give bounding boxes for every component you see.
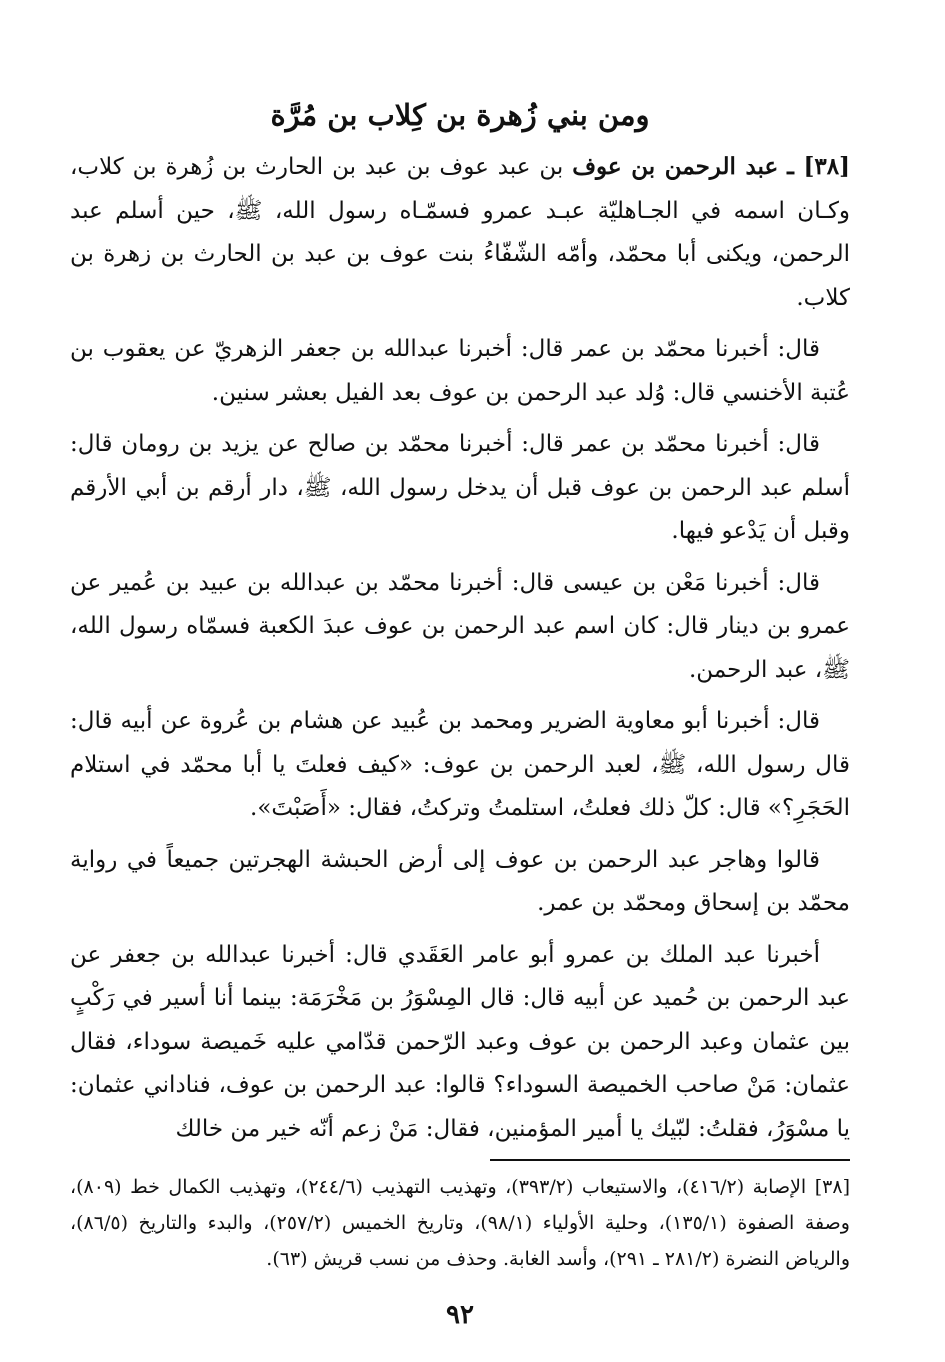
- entry-number: [٣٨] ـ: [787, 153, 850, 180]
- footnote-references: [٣٨] الإصابة (٤١٦/٢)، والاستيعاب (٣٩٣/٢)، وتهذيب التهذيب (٢٤٤/٦)، وتهذيب الكمال خط (٨٠٩)، وصفة الصفوة (١٣٥/١)، وحلية الأولياء (٩٨/١)، وتاريخ الخميس (٢٥٧/٢)، والبدء والتاريخ (٨٦/٥)، والرياض النضرة (٢٨١/٢ ـ ٢٩١)، وأسد الغابة. وحذف من نسب قريش (٦٣).: [70, 1176, 850, 1270]
- main-text: [70, 145, 850, 1151]
- page-number: ٩٢: [446, 1300, 474, 1330]
- entry-name: عبد الرحمن بن عوف: [572, 153, 779, 180]
- paragraph-name-change: قال: أخبرنا مَعْن بن عيسى قال: أخبرنا محمّد بن عبدالله بن عبيد بن عُمير عن عمرو بن دينار قال: كان اسم عبد الرحمن بن عوف عبدَ الكعبة فسمّاه رسول الله، ﷺ، عبد الرحمن.: [70, 569, 850, 683]
- paragraph-uthman: أخبرنا عبد الملك بن عمرو أبو عامر العَقَدي قال: أخبرنا عبدالله بن جعفر عن عبد الرحمن بن حُميد عن أبيه قال: قال المِسْوَرُ بن مَخْرَمَة: بينما أنا أسير في رَكْبٍ بين عثمان وعبد الرحمن بن عوف وعبد الرّحمن قدّامي عليه خَميصة سوداء، فقال عثمان: مَنْ صاحب الخميصة السوداء؟ قالوا: عبد الرحمن بن عوف، فناداني عثمان: يا مسْوَرُ، فقلتُ: لبّيك يا أمير المؤمنين، فقال: مَنْ زعم أنّه خير من خالك: [70, 941, 850, 1142]
- paragraph-hijra: قالوا وهاجر عبد الرحمن بن عوف إلى أرض الحبشة الهجرتين جميعاً في رواية محمّد بن إسحاق ومحمّد بن عمر.: [70, 846, 850, 916]
- footnote-divider: [490, 1159, 850, 1161]
- paragraph-black-stone: قال: أخبرنا أبو معاوية الضرير ومحمد بن عُبيد عن هشام بن عُروة عن أبيه قال: قال رسول الله، ﷺ، لعبد الرحمن بن عوف: «كيف فعلتَ يا أبا محمّد في استلام الحَجَرِ؟» قال: كلّ ذلك فعلتُ، استلمتُ وتركتُ، فقال: «أَصَبْتَ».: [70, 708, 850, 821]
- paragraph-conversion: قال: أخبرنا محمّد بن عمر قال: أخبرنا محمّد بن صالح عن يزيد بن رومان قال: أسلم عبد الرحمن بن عوف قبل أن يدخل رسول الله، ﷺ، دار أرقم بن أبي الأرقم وقبل أن يَدْعو فيها.: [70, 431, 850, 544]
- section-heading: ومن بني زُهرة بن كِلاب بن مُرَّة: [270, 98, 650, 132]
- entry-intro: بن عبد عوف بن عبد بن الحارث بن زُهرة بن كلاب، وكـان اسمه في الجـاهليّة عبـد عمرو فسمّـاه رسول الله، ﷺ، حين أسلم عبد الرحمن، ويكنى أبا محمّد، وأمّه الشّفّاءُ بنت عوف بن عبد بن الحارث بن زهرة بن كلاب.: [70, 154, 850, 311]
- entry-paragraph: [70, 145, 850, 320]
- paragraph-birth: قال: أخبرنا محمّد بن عمر قال: أخبرنا عبدالله بن جعفر الزهريّ عن يعقوب بن عُتبة الأخنسي قال: وُلد عبد الرحمن بن عوف بعد الفيل بعشر سنين.: [70, 336, 850, 406]
- book-page: [70, 95, 850, 1335]
